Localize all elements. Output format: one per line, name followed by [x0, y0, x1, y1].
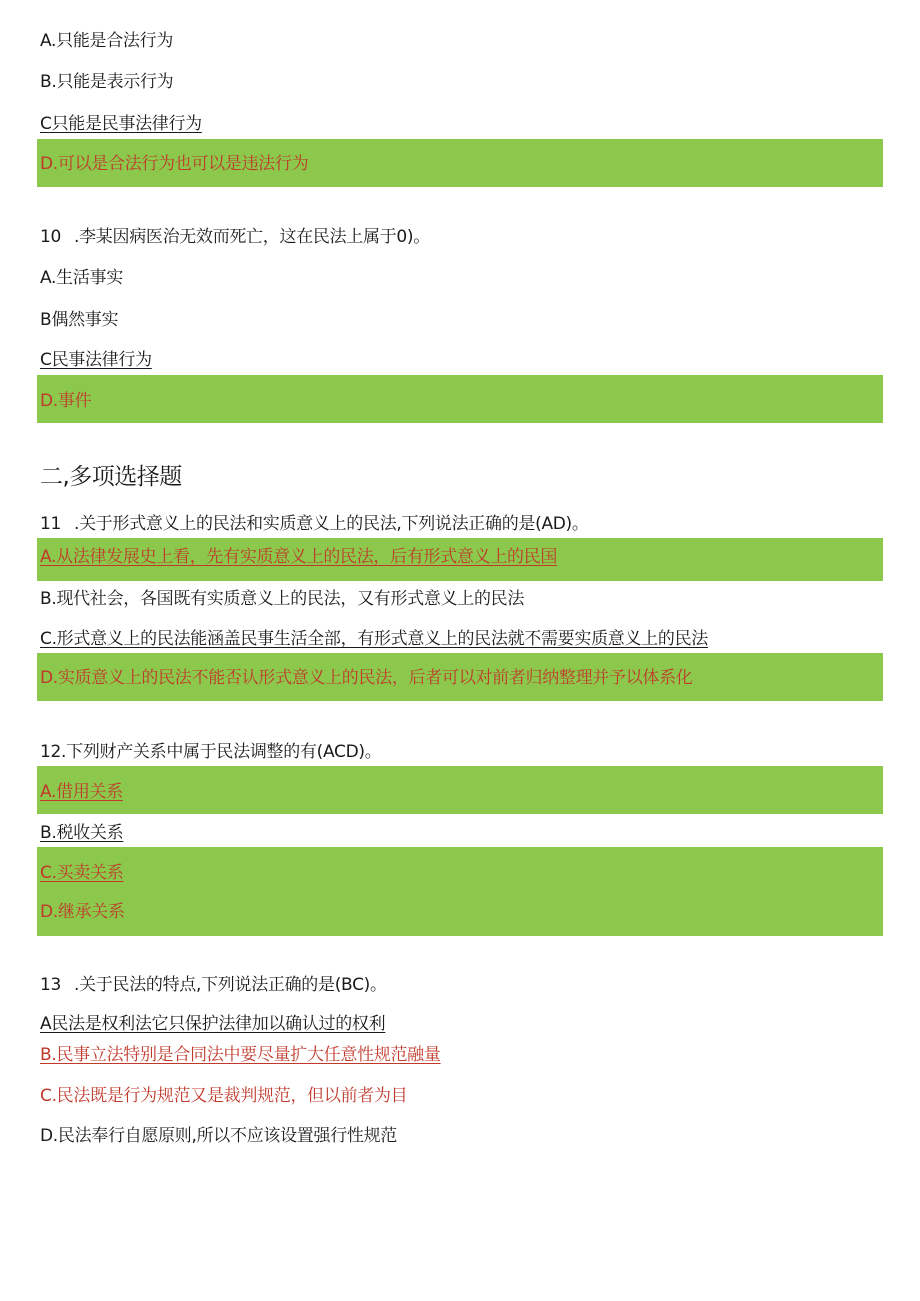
q9-option-a: A.只能是合法行为	[40, 31, 174, 51]
section-heading: 二,多项选择题	[40, 464, 182, 490]
q12-option-c-answer: C.买卖关系	[40, 863, 124, 883]
q12-option-a-answer: A.借用关系	[40, 782, 123, 802]
q10-stem	[40, 226, 430, 248]
q10-option-b: B偶然事实	[40, 310, 119, 330]
q9-option-c: C只能是民事法律行为	[40, 114, 202, 134]
answer-highlight	[37, 375, 883, 423]
q10-stem-text: .李某因病医治无效而死亡，这在民法上属于0)。	[74, 227, 430, 247]
q9-option-d-answer: D.可以是合法行为也可以是违法行为	[40, 154, 309, 174]
q11-stem-text: .关于形式意义上的民法和实质意义上的民法,下列说法正确的是(AD)。	[74, 514, 589, 534]
q12-option-b: B.税收关系	[40, 823, 124, 843]
q10-option-c: C民事法律行为	[40, 350, 152, 370]
answer-highlight	[37, 766, 883, 814]
q12-stem: 12.下列财产关系中属于民法调整的有(ACD)。	[40, 742, 382, 762]
q11-option-d-answer: D.实质意义上的民法不能否认形式意义上的民法，后者可以对前者归纳整理并予以体系化	[40, 668, 693, 688]
q12-option-d-answer: D.继承关系	[40, 902, 125, 922]
q13-stem-text: .关于民法的特点,下列说法正确的是(BC)。	[74, 975, 387, 995]
q13-option-c-answer: C.民法既是行为规范又是裁判规范，但以前者为目	[40, 1086, 408, 1106]
q13-option-a: A民法是权利法它只保护法律加以确认过的权利	[40, 1014, 386, 1034]
answer-highlight	[37, 847, 883, 936]
q10-option-d-answer: D.事件	[40, 391, 92, 411]
q11-option-b: B.现代社会，各国既有实质意义上的民法，又有形式意义上的民法	[40, 589, 525, 609]
q9-option-b: B.只能是表示行为	[40, 72, 174, 92]
q13-option-b-answer: B.民事立法特别是合同法中要尽量扩大任意性规范融量	[40, 1045, 441, 1065]
q11-option-c: C.形式意义上的民法能涵盖民事生活全部，有形式意义上的民法就不需要实质意义上的民法	[40, 629, 708, 649]
q11-option-a-answer: A.从法律发展史上看，先有实质意义上的民法，后有形式意义上的民国	[40, 547, 558, 567]
q11-number: 11	[40, 514, 62, 534]
q11-stem	[40, 513, 589, 535]
q13-number: 13	[40, 975, 62, 995]
q10-option-a: A.生活事实	[40, 268, 123, 288]
q13-option-d: D.民法奉行自愿原则,所以不应该设置强行性规范	[40, 1126, 397, 1146]
q10-number: 10	[40, 227, 62, 247]
q13-stem	[40, 974, 387, 996]
